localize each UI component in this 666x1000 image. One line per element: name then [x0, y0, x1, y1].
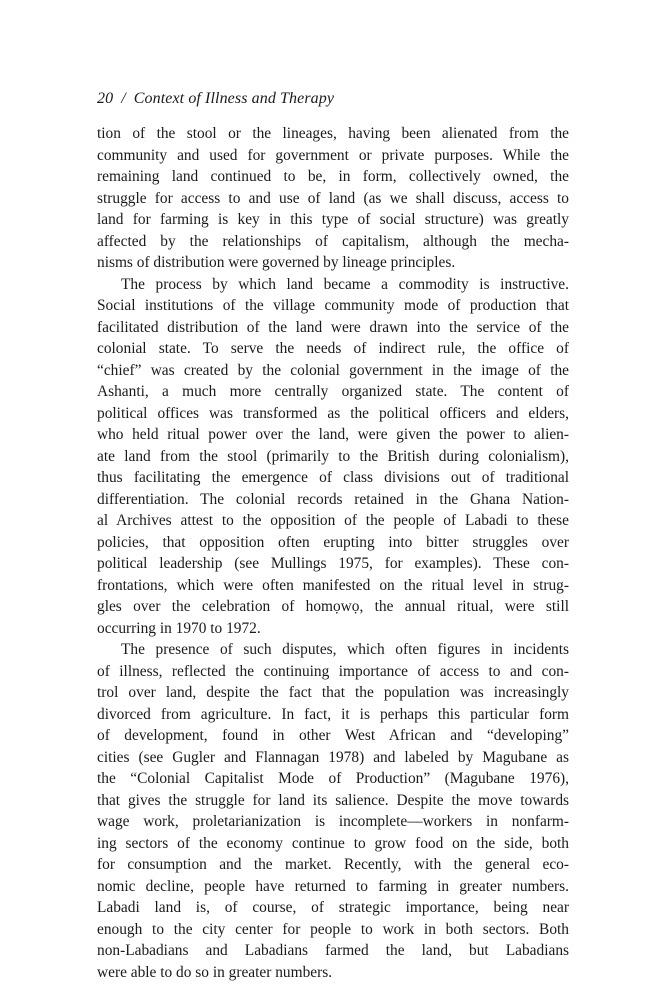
text-line: who held ritual power over the land, were given the power to alien-	[97, 426, 569, 443]
text-line: affected by the relationships of capitalism, although the mecha-	[97, 232, 569, 250]
text-line: wage work, proletarianization is incomplete—workers in nonfarm-	[97, 813, 569, 830]
text-line: Ashanti, a much more centrally organized state. The content of	[97, 383, 569, 400]
text-line: ing sectors of the economy continue to grow food on the side, both	[97, 834, 569, 852]
text-line: differentiation. The colonial records retained in the Ghana Nation-	[97, 490, 569, 508]
text-line: divorced from agriculture. In fact, it is perhaps this particular form	[97, 705, 569, 723]
text-line: facilitated distribution of the land were drawn into the service of the	[97, 318, 569, 336]
text-line: The process by which land became a commodity is instructive.	[121, 275, 569, 293]
paragraph	[97, 123, 569, 274]
text-line: that gives the struggle for land its salience. Despite the move towards	[97, 791, 569, 809]
text-line: were able to do so in greater numbers.	[97, 963, 333, 981]
header-separator: /	[121, 90, 126, 107]
text-line: nisms of distribution were governed by lineage principles.	[97, 254, 456, 271]
text-line: trol over land, despite the fact that the population was increasingly	[97, 684, 569, 701]
running-title: Context of Illness and Therapy	[133, 90, 335, 107]
text-line: for consumption and the market. Recently, with the general eco-	[97, 856, 569, 873]
body-text	[97, 123, 569, 983]
text-line: community and used for government or private purposes. While the	[97, 146, 569, 164]
paragraph	[97, 274, 569, 640]
text-line: tion of the stool or the lineages, having been alienated from the	[97, 125, 569, 142]
text-line: political leadership (see Mullings 1975, for examples). These con-	[97, 555, 569, 572]
text-line: al Archives attest to the opposition of the people of Labadi to these	[97, 512, 569, 529]
text-line: Labadi land is, of course, of strategic importance, being near	[97, 899, 569, 916]
paragraph	[97, 639, 569, 983]
text-line: cities (see Gugler and Flannagan 1978) and labeled by Magubane as	[97, 748, 569, 766]
text-line: thus facilitating the emergence of class divisions out of traditional	[97, 469, 569, 486]
text-line: struggle for access to and use of land (as we shall discuss, access to	[97, 189, 569, 207]
text-line: ate land from the stool (primarily to the British during colonialism),	[97, 447, 569, 465]
text-line: frontations, which were often manifested on the ritual level in strug-	[97, 576, 569, 594]
text-line: nomic decline, people have returned to farming in greater numbers.	[97, 877, 569, 895]
text-line: policies, that opposition often erupting into bitter struggles over	[97, 533, 569, 551]
text-line: enough to the city center for people to work in both sectors. Both	[97, 920, 569, 938]
text-line: “chief” was created by the colonial government in the image of the	[97, 361, 569, 379]
text-line: land for farming is key in this type of social structure) was greatly	[97, 211, 569, 228]
text-line: gles over the celebration of homọwọ, the annual ritual, were still	[97, 598, 569, 615]
text-line: The presence of such disputes, which often figures in incidents	[121, 641, 569, 658]
text-line: occurring in 1970 to 1972.	[97, 619, 261, 637]
page-number: 20	[97, 90, 114, 107]
text-line: the “Colonial Capitalist Mode of Production” (Magubane 1976),	[97, 770, 569, 787]
text-line: remaining land continued to be, in form, collectively owned, the	[97, 168, 569, 185]
text-line: Social institutions of the village community mode of production that	[97, 297, 569, 314]
text-line: political offices was transformed as the political officers and elders,	[97, 404, 569, 422]
text-line: non-Labadians and Labadians farmed the land, but Labadians	[97, 942, 569, 959]
running-head	[97, 90, 334, 108]
text-line: colonial state. To serve the needs of indirect rule, the office of	[97, 340, 569, 357]
text-line: of development, found in other West African and “developing”	[97, 727, 569, 744]
text-line: of illness, reflected the continuing importance of access to and con-	[97, 662, 569, 680]
